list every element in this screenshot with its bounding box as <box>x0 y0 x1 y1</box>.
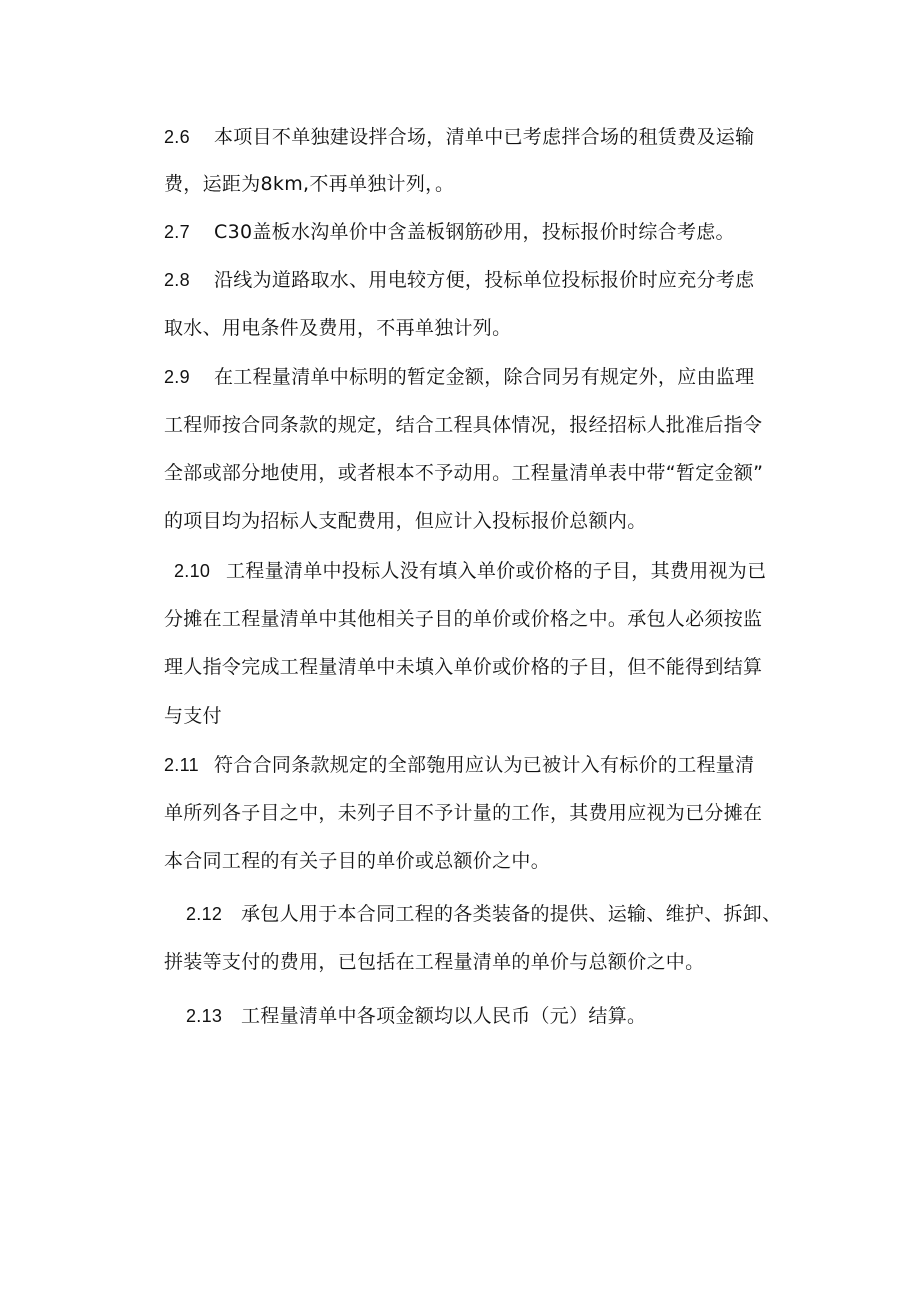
item-number: 2.10 <box>174 561 211 581</box>
item-text: 承包人用于本合同工程的各类装备的提供、运输、维护、拆卸、 <box>241 903 782 925</box>
item-2-11-line-1 <box>164 753 754 777</box>
item-number: 2.7 <box>164 222 190 242</box>
item-text: 工程量清单中投标人没有填入单价或价格的子目，其费用视为已 <box>226 560 767 582</box>
item-text: 全部或部分地使用，或者根本不予动用。工程量清单表中带“暂定金额” <box>164 462 764 484</box>
item-2-6-line-2 <box>164 172 454 196</box>
item-text: 符合合同条款规定的全部匏用应认为已被计入有标价的工程量清 <box>214 754 755 776</box>
item-text: 取水、用电条件及费用，不再单独计列。 <box>164 317 512 339</box>
item-2-10-line-3 <box>164 655 762 679</box>
item-2-10-line-1 <box>174 559 766 583</box>
item-number: 2.8 <box>164 270 190 290</box>
item-text: 单所列各子目之中，未列子目不予计量的工作，其费用应视为已分摊在 <box>164 802 763 824</box>
item-number: 2.9 <box>164 367 190 387</box>
item-text: 理人指令完成工程量清单中未填入单价或价格的子目，但不能得到结算 <box>164 656 763 678</box>
item-2-8-line-2 <box>164 316 511 340</box>
item-text: 的项目均为招标人支配费用，但应计入投标报价总额内。 <box>164 510 647 532</box>
item-2-12-line-1 <box>186 902 781 926</box>
item-2-8-line-1 <box>164 268 754 292</box>
item-2-9-line-1 <box>164 365 754 389</box>
item-text: 与支付 <box>164 705 222 727</box>
item-text: 拼装等支付的费用，已包括在工程量清单的单价与总额价之中。 <box>164 951 705 973</box>
item-2-12-line-2 <box>164 950 704 974</box>
item-2-9-line-2 <box>164 413 762 437</box>
item-number: 2.13 <box>186 1006 223 1026</box>
item-2-7-line-1 <box>164 220 735 244</box>
item-2-10-line-2 <box>164 607 762 631</box>
item-2-10-line-4 <box>164 704 222 728</box>
item-text: C30盖板水沟单价中含盖板钢筋砂用，投标报价时综合考虑。 <box>214 221 735 243</box>
item-number: 2.6 <box>164 127 190 147</box>
item-number: 2.11 <box>164 755 199 775</box>
item-2-11-line-2 <box>164 801 762 825</box>
item-text: 分摊在工程量清单中其他相关子目的单价或价格之中。承包人必须按监 <box>164 608 763 630</box>
item-text: 工程量清单中各项金额均以人民币（元）结算。 <box>241 1005 647 1027</box>
item-2-9-line-4 <box>164 509 647 533</box>
item-2-13-line-1 <box>186 1004 646 1028</box>
item-text: 在工程量清单中标明的暂定金额，除合同另有规定外，应由监理 <box>214 366 755 388</box>
item-2-9-line-3 <box>164 461 763 485</box>
item-2-6-line-1 <box>164 125 754 149</box>
item-2-11-line-3 <box>164 849 550 873</box>
item-text: 沿线为道路取水、用电较方便，投标单位投标报价时应充分考虑 <box>214 269 755 291</box>
item-text: 本项目不单独建设拌合场，清单中已考虑拌合场的租赁费及运输 <box>214 126 755 148</box>
item-number: 2.12 <box>186 904 223 924</box>
item-text: 工程师按合同条款的规定，结合工程具体情况，报经招标人批准后指令 <box>164 414 763 436</box>
item-text: 费，运距为8km,不再单独计列，。 <box>164 173 455 195</box>
item-text: 本合同工程的有关子目的单价或总额价之中。 <box>164 850 551 872</box>
